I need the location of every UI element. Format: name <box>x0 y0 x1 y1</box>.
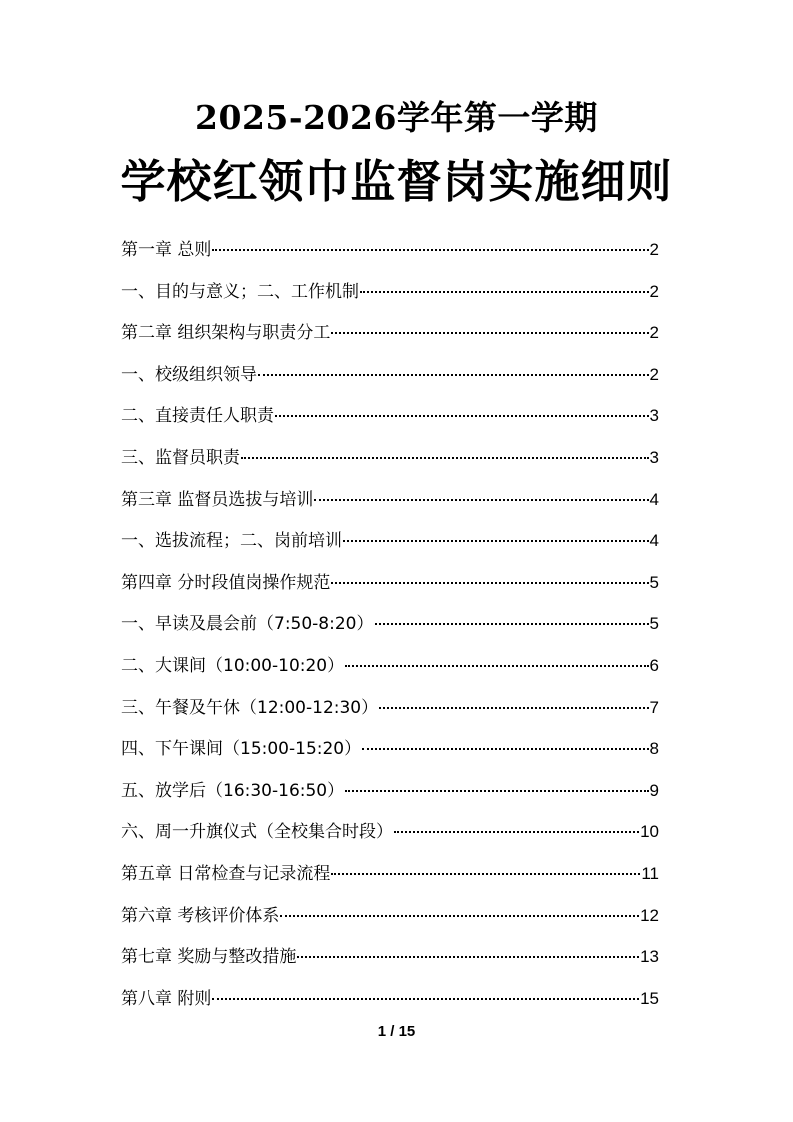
toc-entry-label: 第一章 总则 <box>121 240 212 260</box>
toc-entry-page: 8 <box>649 739 659 759</box>
toc-entry-page: 5 <box>649 572 659 592</box>
toc-entry-page: 4 <box>649 531 659 551</box>
toc-entry[interactable] <box>121 687 659 729</box>
toc-entry[interactable] <box>121 645 659 687</box>
toc-entry-page: 6 <box>649 655 659 675</box>
toc-entry-page: 2 <box>649 364 659 384</box>
toc-dot-leader <box>331 872 640 875</box>
toc-entry-label: 六、周一升旗仪式（全校集合时段） <box>121 822 393 843</box>
toc-entry-label: 五、放学后（16:30-16:50） <box>121 780 345 801</box>
toc-entry[interactable] <box>121 562 659 604</box>
toc-entry[interactable] <box>121 271 659 313</box>
toc-dot-leader <box>331 331 648 334</box>
toc-entry-label: 二、直接责任人职责 <box>121 406 274 427</box>
toc-entry[interactable] <box>121 229 659 271</box>
document-subtitle: 学校红领巾监督岗实施细则 <box>120 155 673 208</box>
toc-entry-label: 一、目的与意义；二、工作机制 <box>121 281 359 302</box>
toc-entry-page: 15 <box>640 988 659 1008</box>
table-of-contents <box>121 229 659 1019</box>
toc-entry[interactable] <box>121 978 659 1020</box>
document-title: 2025-2026学年第一学期 <box>195 98 598 137</box>
toc-entry-label: 第七章 奖励与整改措施 <box>121 947 297 968</box>
toc-dot-leader <box>241 456 649 459</box>
toc-entry-label: 一、早读及晨会前（7:50-8:20） <box>121 614 374 635</box>
toc-entry[interactable] <box>121 603 659 645</box>
toc-entry[interactable] <box>121 312 659 354</box>
toc-dot-leader <box>345 664 648 667</box>
toc-entry-page: 13 <box>640 947 659 967</box>
toc-entry-page: 2 <box>649 323 659 343</box>
toc-entry-page: 3 <box>649 447 659 467</box>
toc-entry[interactable] <box>121 895 659 937</box>
toc-entry-page: 11 <box>641 863 659 883</box>
toc-entry-label: 第八章 附则 <box>121 988 212 1009</box>
toc-entry-label: 三、午餐及午休（12:00-12:30） <box>121 697 379 718</box>
toc-dot-leader <box>212 997 639 1000</box>
toc-entry-page: 2 <box>649 240 659 259</box>
toc-entry-label: 二、大课间（10:00-10:20） <box>121 655 345 676</box>
toc-entry-label: 一、选拔流程；二、岗前培训 <box>121 531 342 552</box>
toc-dot-leader <box>360 290 649 293</box>
toc-entry-label: 四、下午课间（15:00-15:20） <box>121 739 362 760</box>
toc-entry[interactable] <box>121 354 659 396</box>
toc-dot-leader <box>280 914 639 917</box>
toc-dot-leader <box>362 747 648 750</box>
toc-entry[interactable] <box>121 811 659 853</box>
toc-entry-label: 第二章 组织架构与职责分工 <box>121 323 331 344</box>
toc-dot-leader <box>297 955 639 958</box>
toc-entry-label: 第四章 分时段值岗操作规范 <box>121 572 331 593</box>
toc-entry[interactable] <box>121 437 659 479</box>
toc-dot-leader <box>212 248 648 251</box>
toc-entry[interactable] <box>121 770 659 812</box>
toc-entry-page: 12 <box>640 905 659 925</box>
toc-entry[interactable] <box>121 936 659 978</box>
toc-entry[interactable] <box>121 728 659 770</box>
toc-entry[interactable] <box>121 395 659 437</box>
toc-entry[interactable] <box>121 853 659 895</box>
toc-entry-page: 10 <box>640 822 659 842</box>
toc-dot-leader <box>275 414 649 417</box>
toc-entry-page: 7 <box>649 697 659 717</box>
toc-dot-leader <box>379 706 648 709</box>
toc-entry-page: 3 <box>649 406 659 426</box>
toc-entry-page: 2 <box>649 281 659 301</box>
toc-dot-leader <box>345 789 648 792</box>
toc-entry-label: 三、监督员职责 <box>121 447 240 468</box>
toc-entry-label: 第三章 监督员选拔与培训 <box>121 489 314 510</box>
toc-entry-label: 第六章 考核评价体系 <box>121 905 280 926</box>
toc-dot-leader <box>394 830 639 833</box>
toc-dot-leader <box>343 539 649 542</box>
toc-dot-leader <box>331 581 648 584</box>
toc-entry-page: 9 <box>649 780 659 800</box>
page-number: 1 / 15 <box>377 1023 416 1040</box>
toc-dot-leader <box>375 622 649 625</box>
toc-entry-label: 一、校级组织领导 <box>121 364 257 385</box>
toc-dot-leader <box>258 373 649 376</box>
toc-entry-page: 4 <box>649 489 659 509</box>
toc-dot-leader <box>314 498 648 501</box>
toc-entry[interactable] <box>121 479 659 521</box>
toc-entry-label: 第五章 日常检查与记录流程 <box>121 863 331 884</box>
toc-entry-page: 5 <box>649 614 659 634</box>
toc-entry[interactable] <box>121 520 659 562</box>
